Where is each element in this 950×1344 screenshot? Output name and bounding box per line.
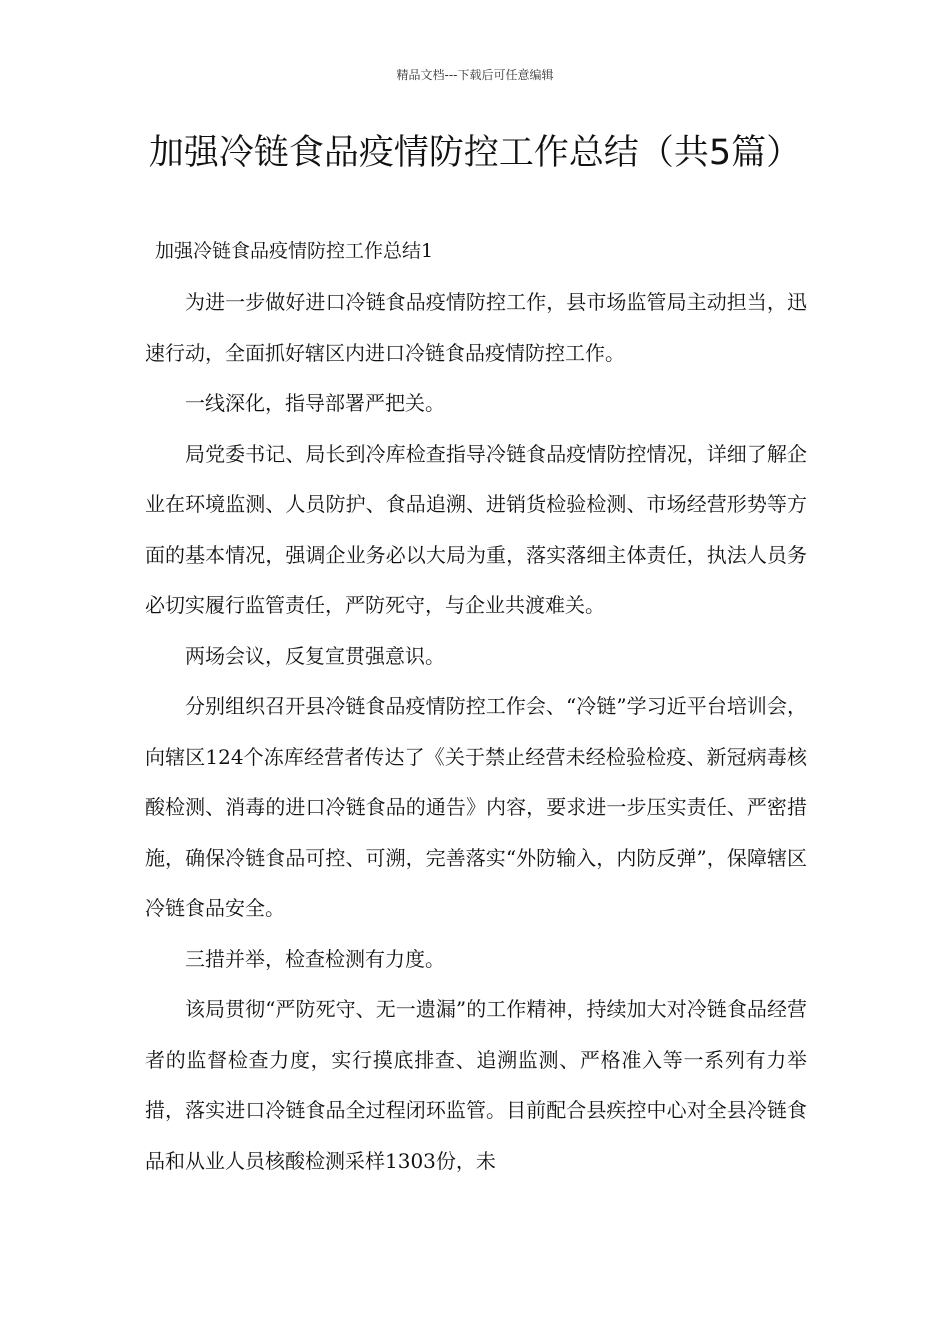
paragraph: 该局贯彻“严防死守、无一遗漏”的工作精神，持续加大对冷链食品经营者的监督检查力度，实行摸底排查、追溯监测、严格准入等一系列有力举措，落实进口冷链食品全过程闭环监管。目前配合县疾控中心对全县冷链食品和从业人员核酸检测采样1303份，未 (145, 997, 807, 1173)
document-body (145, 277, 807, 1186)
paragraph-subheading: 三措并举，检查检测有力度。 (185, 946, 445, 971)
paragraph: 分别组织召开县冷链食品疫情防控工作会、“冷链”学习近平台培训会，向辖区124个冻库经营者传达了《关于禁止经营未经检验检疫、新冠病毒核酸检测、消毒的进口冷链食品的通告》内容，要求进一步压实责任、严密措施，确保冷链食品可控、可溯，完善落实“外防输入，内防反弹”，保障辖区冷链食品安全。 (145, 694, 807, 920)
section-heading: 加强冷链食品疫情防控工作总结1 (155, 240, 434, 262)
document-title: 加强冷链食品疫情防控工作总结（共5篇） (148, 133, 802, 173)
paragraph: 局党委书记、局长到冷库检查指导冷链食品疫情防控情况，详细了解企业在环境监测、人员防护、食品追溯、进销货检验检测、市场经营形势等方面的基本情况，强调企业务必以大局为重，落实落细主体责任，执法人员务必切实履行监管责任，严防死守，与企业共渡难关。 (145, 441, 807, 617)
paragraph-subheading: 一线深化，指导部署严把关。 (185, 391, 445, 415)
header-note: 精品文档---下载后可任意编辑 (396, 68, 554, 82)
paragraph-subheading: 两场会议，反复宣贯强意识。 (185, 643, 445, 668)
paragraph-intro: 为进一步做好进口冷链食品疫情防控工作，县市场监管局主动担当，迅速行动，全面抓好辖区内进口冷链食品疫情防控工作。 (145, 290, 807, 365)
